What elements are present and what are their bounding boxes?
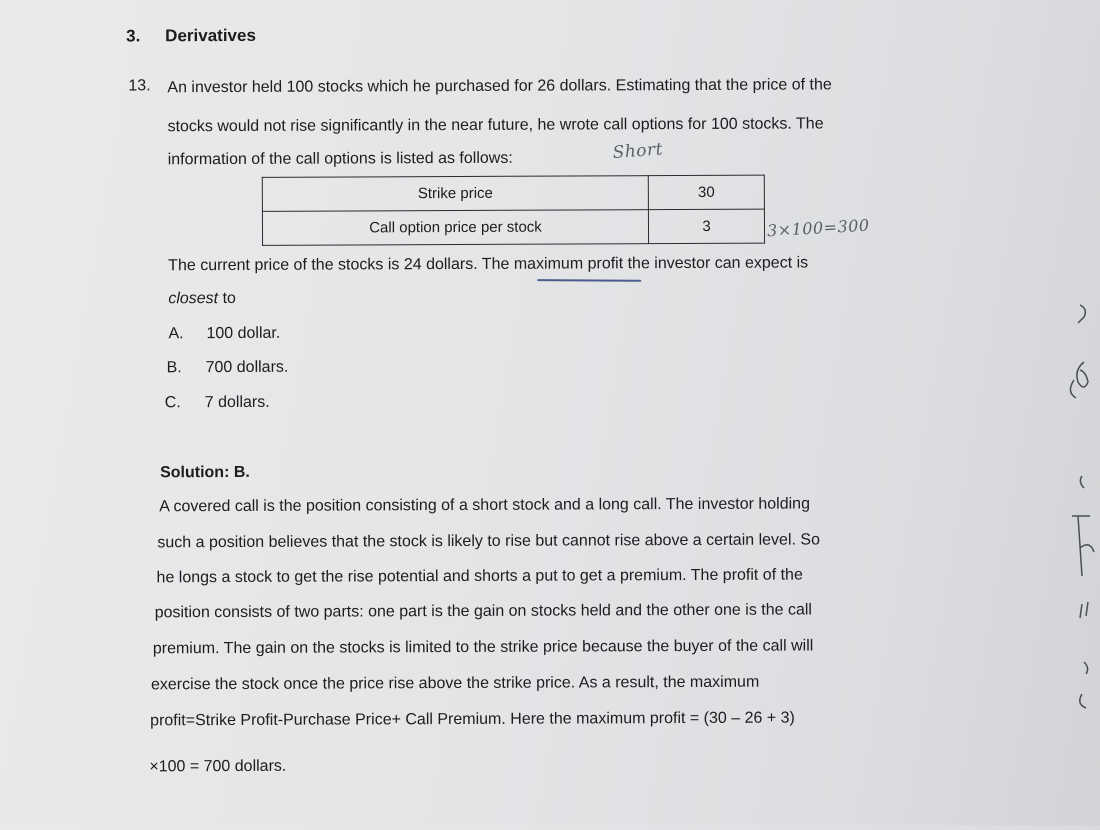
table-row: [262, 175, 764, 211]
option-b-text: 700 dollars.: [205, 358, 289, 377]
handwritten-note-short: Short: [611, 139, 664, 164]
question-line-2: stocks would not rise significantly in the near future, he wrote call options for 100 stocks. The: [167, 115, 824, 136]
section-title: Derivatives: [165, 25, 256, 46]
solution-line-5: premium. The gain on the stocks is limited to the strike price because the buyer of the call will: [152, 637, 814, 658]
question-line-3: information of the call options is listed as follows:: [167, 149, 513, 169]
solution-line-8: ×100 = 700 dollars.: [149, 757, 287, 776]
solution-line-4: position consists of two parts: one part is the gain on stocks held and the other one is the call: [154, 601, 812, 622]
solution-line-6: exercise the stock once the price rise above the strike price. As a result, the maximum: [150, 673, 760, 694]
handwritten-note-calc: 3×100=300: [766, 215, 871, 241]
solution-line-2: such a position believes that the stock is likely to rise but cannot rise above a certain level. So: [157, 531, 820, 552]
call-options-table: [262, 175, 765, 246]
margin-pen-marks: [1060, 0, 1100, 825]
question-line-5: [168, 290, 236, 308]
table-row: [262, 209, 764, 245]
section-number: 3.: [126, 26, 141, 46]
table-cell-label: Call option price per stock: [262, 210, 648, 246]
option-c-letter: C.: [164, 394, 181, 412]
table-cell-value: 3: [648, 209, 764, 244]
handwritten-underline: [537, 279, 641, 282]
margin-scribbles: [1060, 0, 1100, 825]
closest-rest: to: [218, 289, 236, 308]
option-b-letter: B.: [166, 359, 182, 377]
option-c-text: 7 dollars.: [204, 393, 270, 412]
question-line-1: An investor held 100 stocks which he purchased for 26 dollars. Estimating that the price of the: [167, 76, 832, 97]
closest-italic: closest: [168, 290, 219, 308]
solution-line-7: profit=Strike Profit-Purchase Price+ Call Premium. Here the maximum profit = (30 – 26 + 3): [150, 709, 795, 730]
table-cell-value: 30: [648, 175, 764, 210]
option-a-letter: A.: [168, 325, 184, 343]
solution-line-1: A covered call is the position consisting of a short stock and a long call. The investor holding: [159, 495, 810, 516]
question-number: 13.: [128, 77, 151, 95]
table-cell-label: Strike price: [262, 176, 648, 212]
option-a-text: 100 dollar.: [206, 324, 281, 343]
solution-title: Solution: B.: [160, 463, 250, 482]
solution-line-3: he longs a stock to get the rise potential and shorts a put to get a premium. The profit of the: [156, 566, 803, 587]
question-line-4: The current price of the stocks is 24 dollars. The maximum profit the investor can expect is: [168, 254, 809, 275]
